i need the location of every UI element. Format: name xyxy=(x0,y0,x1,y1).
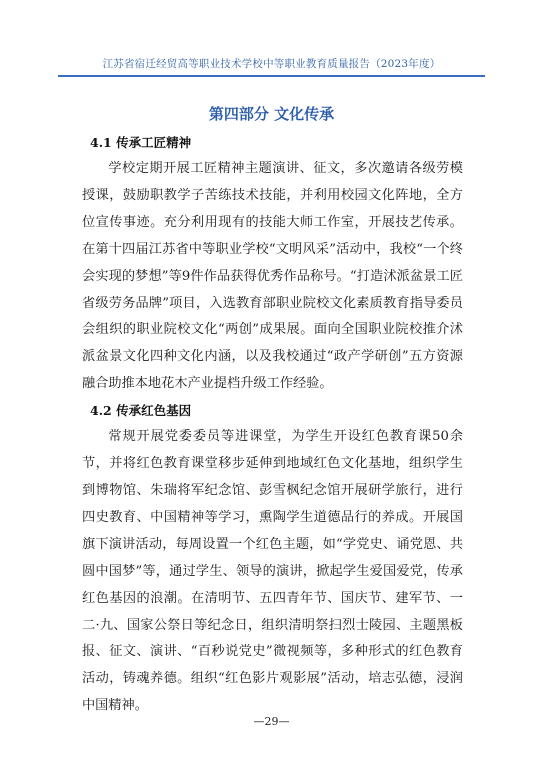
section-title: 第四部分 文化传承 xyxy=(208,105,335,123)
document-body xyxy=(82,130,463,720)
paragraph-red-gene: 常规开展党委委员等进课堂，为学生开设红色教育课50余节，并将红色教育课堂移步延伸到地域红色文化基地，组织学生到博物馆、朱瑞将军纪念馆、彭雪枫纪念馆开展研学旅行，进行四史教育、中国精神等学习，熏陶学生道德品行的养成。开展国旗下演讲活动，每周设置一个红色主题，如“学党史、诵党恩、共圆中国梦”等，通过学生、领导的演讲，掀起学生爱国爱党，传承红色基因的浪潮。在清明节、五四青年节、国庆节、建军节、一二·九、国家公祭日等纪念日，组织清明祭扫烈士陵园、主题黑板报、征文、演讲、“百秒说党史”微视频等，多种形式的红色教育活动，铸魂养德。组织“红色影片观影展”活动，培志弘德，浸润中国精神。 xyxy=(82,429,463,714)
subsection-heading-craftsmanship: 4.1 传承工匠精神 xyxy=(90,135,192,150)
running-header: 江苏省宿迁经贸高等职业技术学校中等职业教育质量报告（2023年度） xyxy=(102,58,441,70)
page-number: —29— xyxy=(253,715,290,728)
header-divider xyxy=(58,75,485,77)
paragraph-craftsmanship: 学校定期开展工匠精神主题演讲、征文，多次邀请各级劳模授课，鼓励职教学子苦练技术技能，并利用校园文化阵地，全方位宣传事迹。充分利用现有的技能大师工作室，开展技艺传承。在第十四届江苏省中等职业学校“文明风采”活动中，我校“一个终会实现的梦想”等9件作品获得优秀作品称号。“打造沭派盆景工匠省级劳务品牌”项目，入选教育部职业院校文化素质教育指导委员会组织的职业院校文化“两创”成果展。面向全国职业院校推介沭派盆景文化四种文化内涵，以及我校通过“政产学研创”五方资源融合助推本地花木产业提档升级工作经验。 xyxy=(82,161,463,392)
subsection-heading-red-gene: 4.2 传承红色基因 xyxy=(90,403,192,419)
